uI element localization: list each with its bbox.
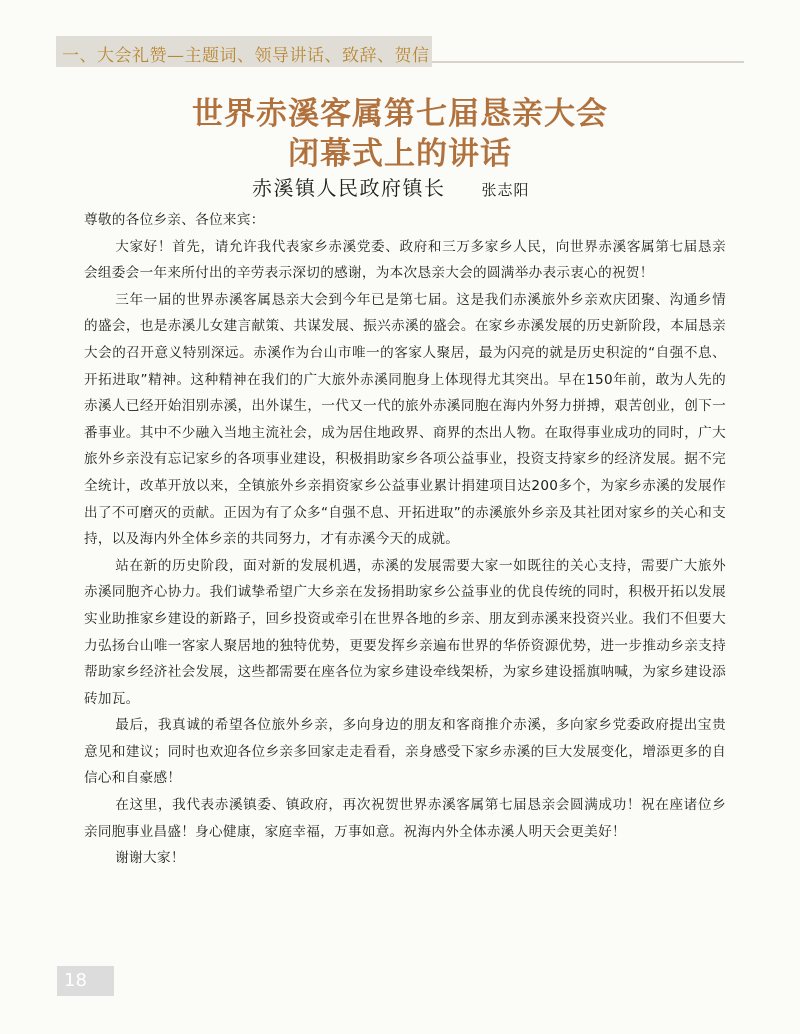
article-title-line-2: 闭幕式上的讲话 [288,136,512,172]
paragraph-congratulations: 在这里，我代表赤溪镇委、镇政府，再次祝贺世界赤溪客属第七届恳亲会圆满成功！祝在座诸位乡亲同胞事业昌盛！身心健康，家庭幸福，万事如意。祝海内外全体赤溪人明天会更美好！ [84,797,726,840]
header-divider [432,61,744,63]
paragraph-thanks: 谢谢大家！ [115,850,185,867]
page-number-box [57,966,114,996]
article-body [84,207,726,872]
byline [252,172,530,201]
paragraph-history: 三年一届的世界赤溪客属恳亲大会到今年已是第七届。这是我们赤溪旅外乡亲欢庆团聚、沟通乡情的盛会，也是赤溪儿女建言献策、共谋发展、振兴赤溪的盛会。在家乡赤溪发展的历史新阶段，本届恳亲大会的召开意义特别深远。赤溪作为台山市唯一的客家人聚居，最为闪亮的就是历史积淀的“自强不息、开拓进取”精神。这种精神在我们的广大旅外赤溪同胞身上体现得尤其突出。早在150年前，敢为人先的赤溪人已经开始泪别赤溪，出外谋生，一代又一代的旅外赤溪同胞在海内外努力拼搏，艰苦创业，创下一番事业。其中不少融入当地主流社会，成为居住地政界、商界的杰出人物。在取得事业成功的同时，广大旅外乡亲没有忘记家乡的各项事业建设，积极捐助家乡各项公益事业，投资支持家乡的经济发展。据不完全统计，改革开放以来，全镇旅外乡亲捐资家乡公益事业累计捐建项目达200多个，为家乡赤溪的发展作出了不可磨灭的贡献。正因为有了众多“自强不息、开拓进取”的赤溪旅外乡亲及其社团对家乡的关心和支持，以及海内外全体乡亲的共同努力，才有赤溪今天的成就。 [84,291,726,548]
author-name: 张志阳 [481,181,530,199]
salutation: 尊敬的各位乡亲、各位来宾： [84,212,265,228]
paragraph-opening: 大家好！首先，请允许我代表家乡赤溪党委、政府和三万多家乡人民，向世界赤溪客属第七届恳亲会组委会一年来所付出的辛劳表示深切的感谢，为本次恳亲大会的圆满举办表示衷心的祝贺！ [84,238,726,282]
page-number: 18 [64,970,87,991]
paragraph-hope: 最后，我真诚的希望各位旅外乡亲，多向身边的朋友和客商推介赤溪，多向家乡党委政府提出宝贵意见和建议；同时也欢迎各位乡亲多回家走走看看，亲身感受下家乡赤溪的巨大发展变化，增添更多的自信心和自豪感！ [84,717,726,787]
section-header-text: 一、大会礼赞—主题词、领导讲话、致辞、贺信 [62,46,430,66]
author-position: 赤溪镇人民政府镇长 [252,176,446,200]
section-header-band [56,36,432,67]
article-title-line-1: 世界赤溪客属第七届恳亲大会 [192,96,608,132]
paragraph-appeal: 站在新的历史阶段，面对新的发展机遇，赤溪的发展需要大家一如既往的关心支持，需要广大旅外赤溪同胞齐心协力。我们诚挚希望广大乡亲在发扬捐助家乡公益事业的优良传统的同时，积极开拓以发展实业助推家乡建设的新路子，回乡投资或牵引在世界各地的乡亲、朋友到赤溪来投资兴业。我们不但要大力弘扬台山唯一客家人聚居地的独特优势，更要发挥乡亲遍布世界的华侨资源优势，进一步推动乡亲支持帮助家乡经济社会发展，这些都需要在座各位为家乡建设牵线架桥，为家乡建设摇旗呐喊，为家乡建设添砖加瓦。 [84,557,726,707]
